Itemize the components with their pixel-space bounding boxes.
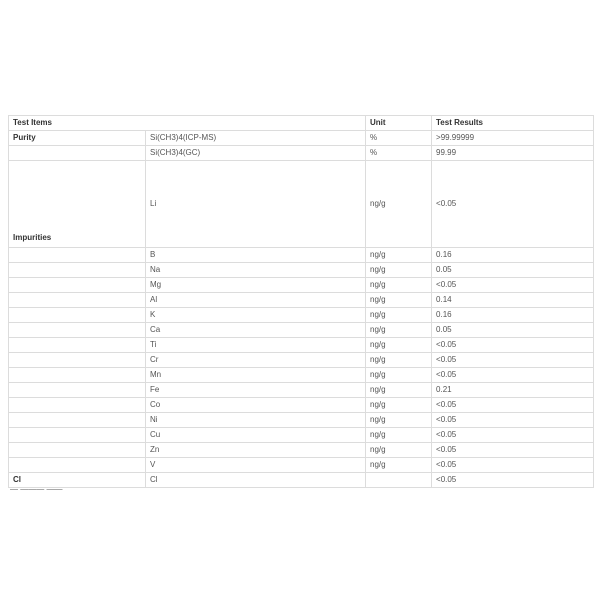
result-cell: <0.05	[432, 353, 594, 368]
table-row	[9, 473, 594, 488]
header-unit: Unit	[366, 116, 432, 131]
element-cell: Ti	[146, 338, 366, 353]
result-cell: 0.14	[432, 293, 594, 308]
empty-group-cell	[9, 146, 146, 161]
element-cell: Fe	[146, 383, 366, 398]
element-cell: Al	[146, 293, 366, 308]
result-cell: 0.16	[432, 308, 594, 323]
table-row	[9, 428, 594, 443]
empty-group-cell	[9, 398, 146, 413]
element-cell: Co	[146, 398, 366, 413]
element-cell: B	[146, 248, 366, 263]
unit-cell: ng/g	[366, 428, 432, 443]
table-row	[9, 353, 594, 368]
empty-group-cell	[9, 413, 146, 428]
unit-cell: ng/g	[366, 161, 432, 248]
table-row	[9, 263, 594, 278]
empty-group-cell	[9, 458, 146, 473]
unit-cell: ng/g	[366, 278, 432, 293]
table-row	[9, 368, 594, 383]
unit-cell: ng/g	[366, 308, 432, 323]
empty-group-cell	[9, 443, 146, 458]
result-cell: <0.05	[432, 443, 594, 458]
result-cell: <0.05	[432, 428, 594, 443]
result-cell: <0.05	[432, 413, 594, 428]
result-cell: 0.21	[432, 383, 594, 398]
header-test-items: Test Items	[9, 116, 366, 131]
unit-cell: %	[366, 146, 432, 161]
table-row	[9, 398, 594, 413]
unit-cell: ng/g	[366, 248, 432, 263]
element-cell: Cl	[146, 473, 366, 488]
table-row	[9, 323, 594, 338]
unit-cell: ng/g	[366, 323, 432, 338]
element-cell: Ni	[146, 413, 366, 428]
table-row	[9, 248, 594, 263]
test-results-table-container	[8, 115, 593, 488]
table-row	[9, 293, 594, 308]
empty-group-cell	[9, 308, 146, 323]
table-row	[9, 308, 594, 323]
empty-group-cell	[9, 263, 146, 278]
unit-cell: ng/g	[366, 293, 432, 308]
group-label-cl: Cl	[9, 473, 146, 488]
table-row	[9, 383, 594, 398]
unit-cell: ng/g	[366, 353, 432, 368]
empty-group-cell	[9, 428, 146, 443]
result-cell: 0.05	[432, 323, 594, 338]
method-cell: Si(CH3)4(ICP-MS)	[146, 131, 366, 146]
group-label-impurities: Impurities	[9, 161, 146, 248]
result-cell: <0.05	[432, 458, 594, 473]
empty-group-cell	[9, 353, 146, 368]
result-cell: <0.05	[432, 338, 594, 353]
element-cell: K	[146, 308, 366, 323]
table-row	[9, 146, 594, 161]
result-cell: <0.05	[432, 398, 594, 413]
method-cell: Si(CH3)4(GC)	[146, 146, 366, 161]
element-cell: Cu	[146, 428, 366, 443]
element-cell: Mg	[146, 278, 366, 293]
result-cell: <0.05	[432, 161, 594, 248]
table-row	[9, 413, 594, 428]
element-cell: Cr	[146, 353, 366, 368]
element-cell: Li	[146, 161, 366, 248]
element-cell: Ca	[146, 323, 366, 338]
result-cell: <0.05	[432, 278, 594, 293]
empty-group-cell	[9, 383, 146, 398]
table-header-row	[9, 116, 594, 131]
empty-group-cell	[9, 278, 146, 293]
table-row	[9, 278, 594, 293]
result-cell: 0.16	[432, 248, 594, 263]
element-cell: Na	[146, 263, 366, 278]
unit-cell: ng/g	[366, 383, 432, 398]
element-cell: V	[146, 458, 366, 473]
empty-group-cell	[9, 293, 146, 308]
element-cell: Zn	[146, 443, 366, 458]
unit-cell: ng/g	[366, 338, 432, 353]
empty-group-cell	[9, 368, 146, 383]
group-label-purity: Purity	[9, 131, 146, 146]
unit-cell: ng/g	[366, 413, 432, 428]
empty-group-cell	[9, 248, 146, 263]
cut-off-text-fragment: — ——— ——	[10, 485, 63, 494]
unit-cell: ng/g	[366, 443, 432, 458]
unit-cell: %	[366, 131, 432, 146]
unit-cell: ng/g	[366, 263, 432, 278]
empty-group-cell	[9, 338, 146, 353]
test-results-table	[8, 115, 594, 488]
unit-cell: ng/g	[366, 398, 432, 413]
result-cell: 99.99	[432, 146, 594, 161]
result-cell: >99.99999	[432, 131, 594, 146]
table-row	[9, 338, 594, 353]
unit-cell: ng/g	[366, 458, 432, 473]
unit-cell: ng/g	[366, 368, 432, 383]
table-row	[9, 443, 594, 458]
header-test-results: Test Results	[432, 116, 594, 131]
table-row	[9, 458, 594, 473]
result-cell: <0.05	[432, 368, 594, 383]
table-row	[9, 131, 594, 146]
result-cell: 0.05	[432, 263, 594, 278]
result-cell: <0.05	[432, 473, 594, 488]
unit-cell	[366, 473, 432, 488]
table-row	[9, 161, 594, 248]
element-cell: Mn	[146, 368, 366, 383]
empty-group-cell	[9, 323, 146, 338]
